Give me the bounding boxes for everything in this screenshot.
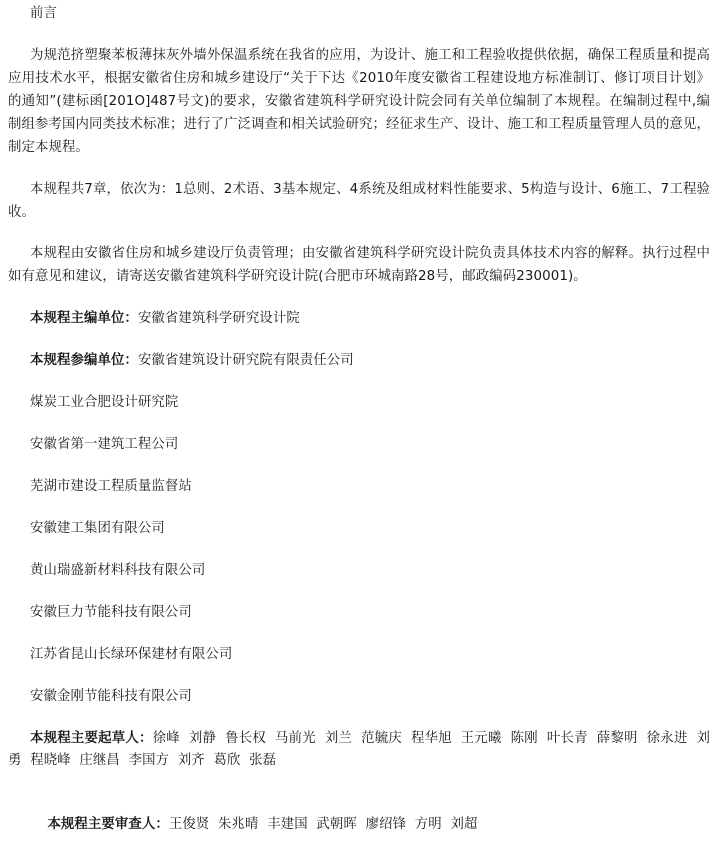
chief-editor-value: 安徽省建筑科学研究设计院 — [137, 311, 300, 326]
paragraph-chapters: 本规程共7章，依次为：1总则、2术语、3基本规定、4系统及组成材料性能要求、5构造与设计、6施工、7工程验收。 — [8, 182, 710, 220]
drafters-value: 徐峰 刘静 鲁长权 马前光 刘兰 范毓庆 程华旭 王元曦 陈刚 叶长青 薛黎明 徐永进 刘勇 程晓峰 庄继昌 李国方 刘齐 葛欣 张磊 — [8, 731, 710, 768]
participating-unit: 安徽巨力节能科技有限公司 — [30, 605, 192, 620]
participating-unit: 安徽省第一建筑工程公司 — [30, 437, 179, 452]
paragraph-management: 本规程由安徽省住房和城乡建设厅负责管理；由安徽省建筑科学研究设计院负责具体技术内容的解释。执行过程中如有意见和建议，请寄送安徽省建筑科学研究设计院(合肥市环城南路28号，邮政编码230001)。 — [8, 246, 710, 284]
participating-unit: 安徽金刚节能科技有限公司 — [30, 689, 192, 704]
participating-unit: 黄山瑞盛新材料科技有限公司 — [30, 563, 206, 578]
reviewers-label: 本规程主要审查人： — [47, 817, 169, 832]
participating-unit: 煤炭工业合肥设计研究院 — [30, 395, 179, 410]
chief-editor-line — [30, 308, 300, 330]
drafters-line — [8, 728, 710, 772]
chief-editor-label: 本规程主编单位： — [30, 311, 138, 326]
participating-line — [30, 350, 354, 372]
participating-label: 本规程参编单位： — [30, 353, 138, 368]
reviewers-value: 王俊贤 朱兆晴 丰建国 武朝晖 廖绍锋 方明 刘超 — [168, 817, 478, 832]
preface-title: 前言 — [30, 6, 57, 21]
paragraph-purpose: 为规范挤塑聚苯板薄抹灰外墙外保温系统在我省的应用，为设计、施工和工程验收提供依据，确保工程质量和提高应用技术水平，根据安徽省住房和城乡建设厅“关于下达《2010年度安徽省工程建设地方标准制订、修订项目计划》的通知”(建标函[201O]487号文)的要求，安徽省建筑科学研究设计院会同有关单位编制了本规程。在编制过程中,编制组参考国内同类技术标准；进行了广泛调查和相关试验研究；经征求生产、设计、施工和工程质量管理人员的意见，制定本规程。 — [8, 48, 710, 155]
participating-value: 安徽省建筑设计研究院有限责任公司 — [137, 353, 354, 368]
participating-unit: 安徽建工集团有限公司 — [30, 521, 165, 536]
participating-unit: 芜湖市建设工程质量监督站 — [30, 479, 192, 494]
drafters-label: 本规程主要起草人： — [30, 731, 153, 746]
reviewers-line — [30, 792, 477, 858]
participating-unit: 江苏省昆山长绿环保建材有限公司 — [30, 647, 233, 662]
